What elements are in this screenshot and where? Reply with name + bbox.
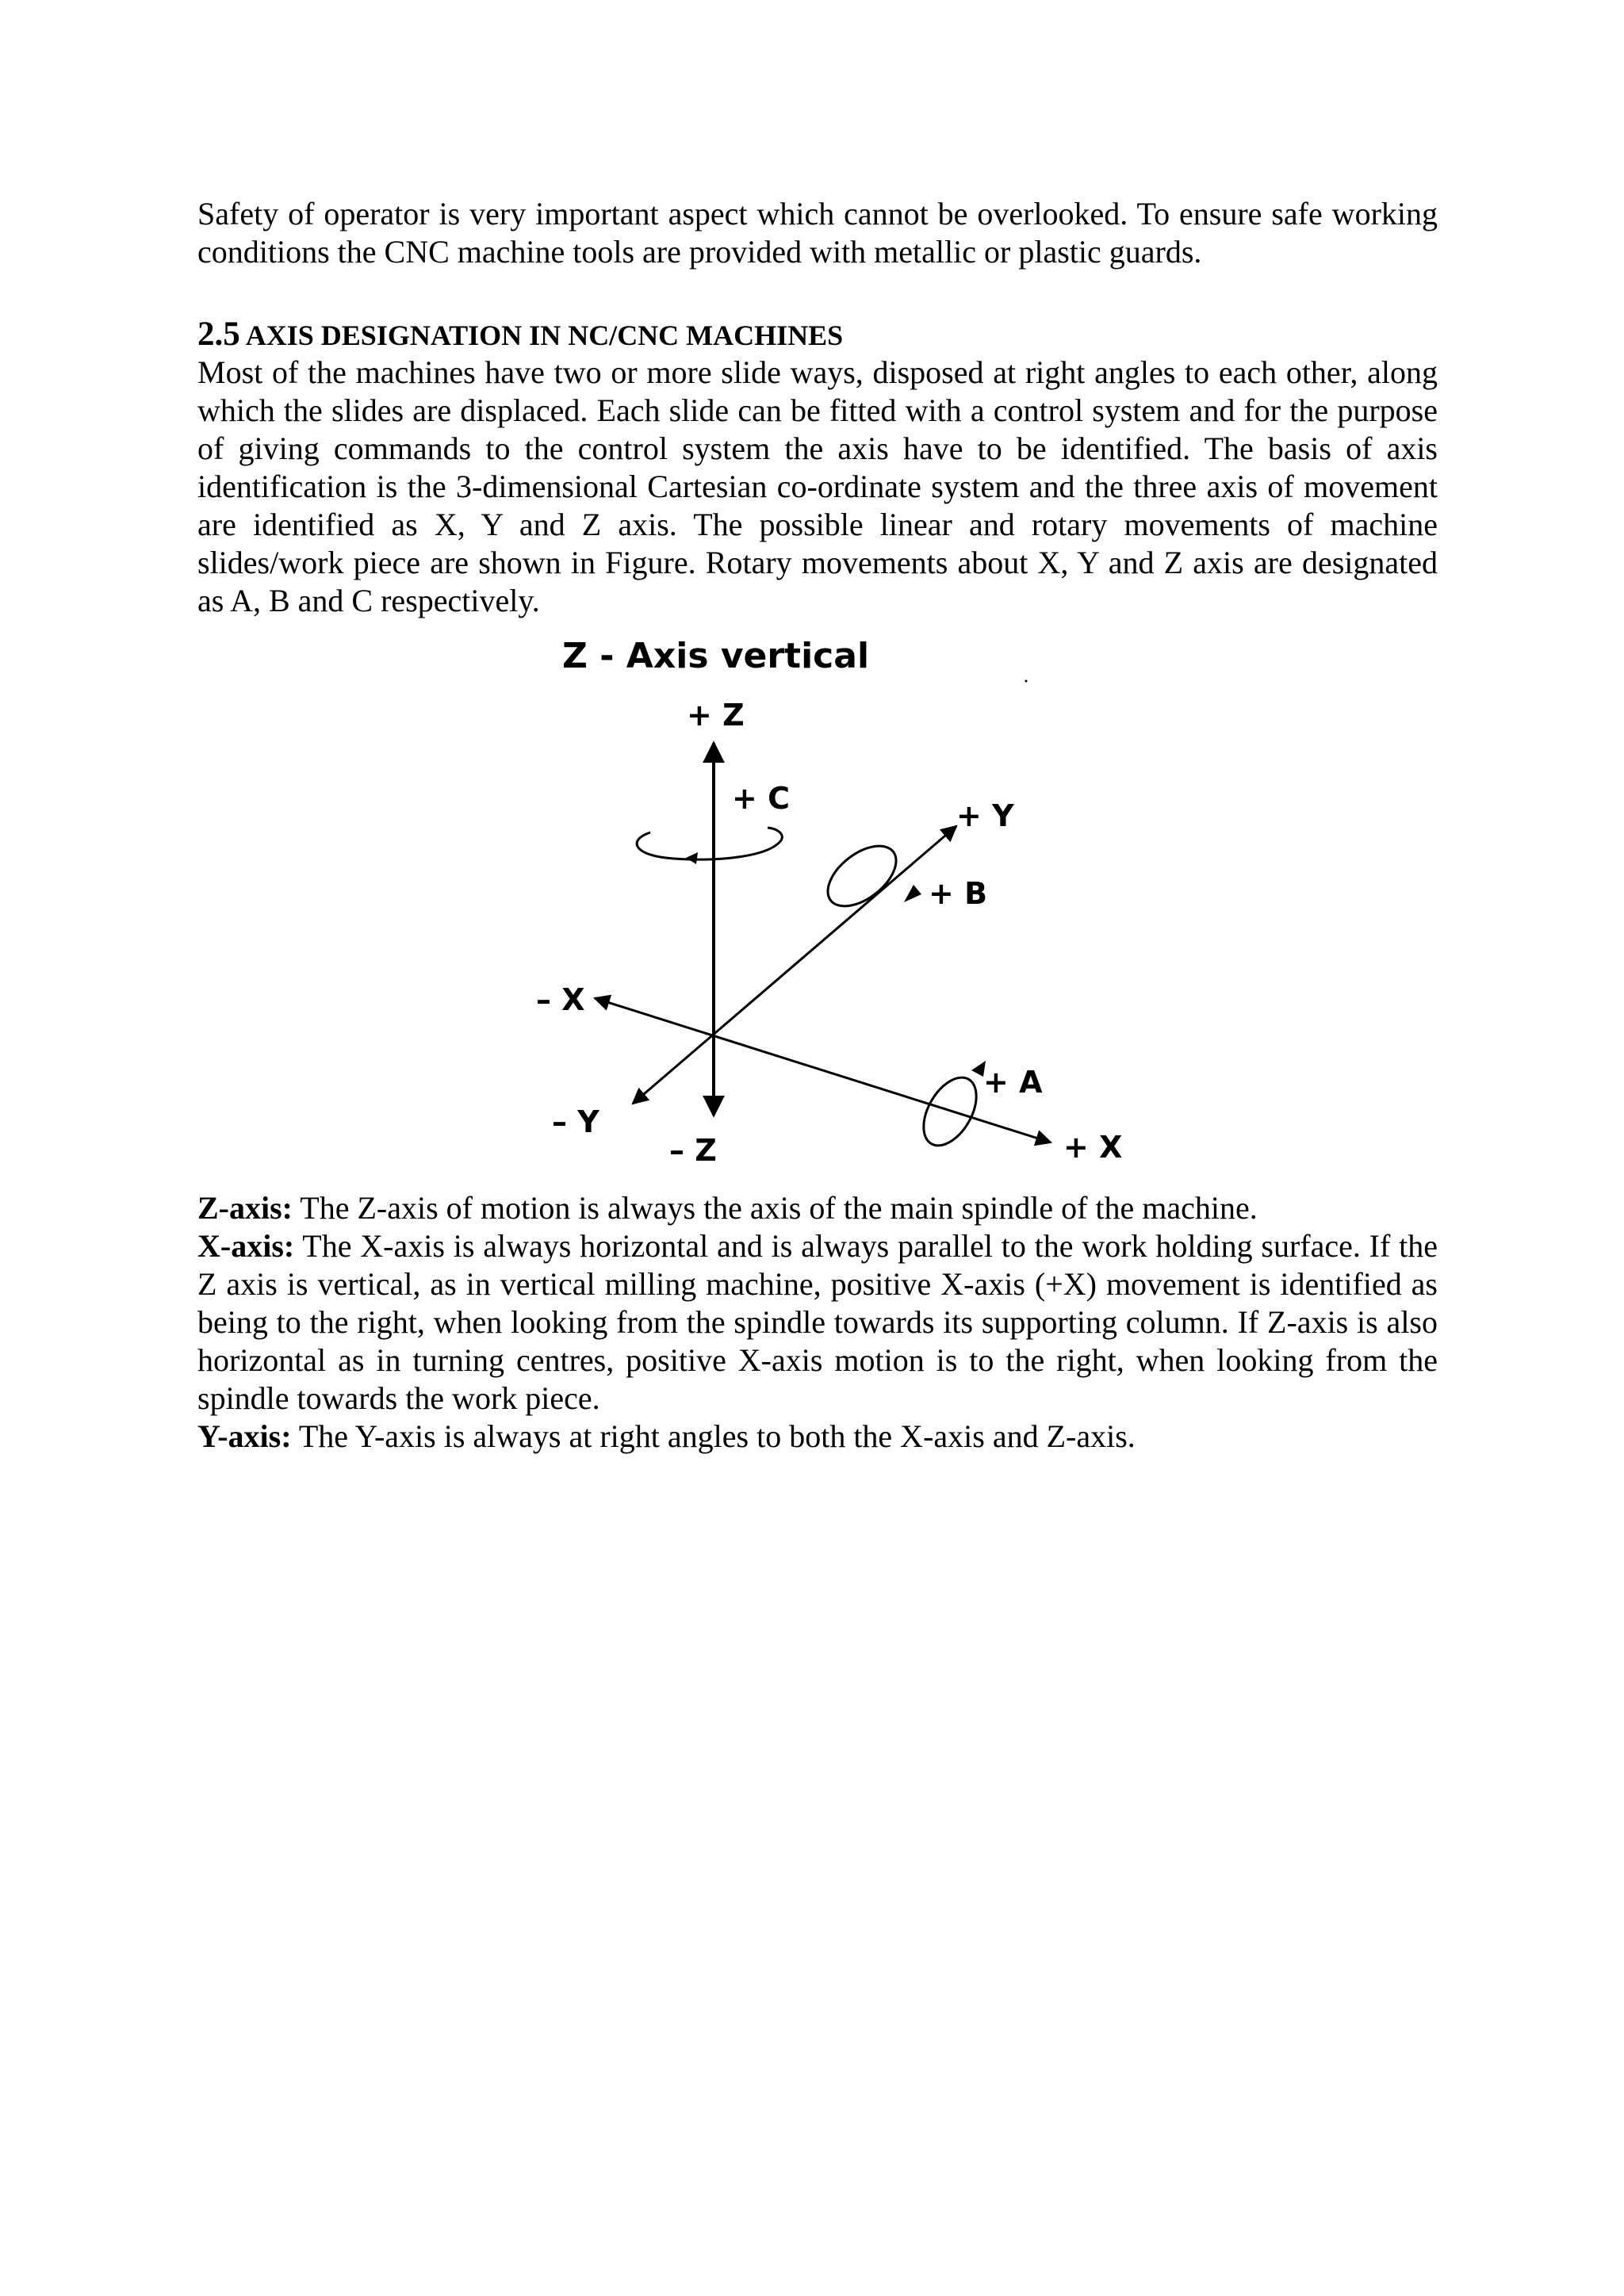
definition-text: The Z-axis of motion is always the axis of the main spindle of the machine.: [293, 1190, 1258, 1226]
section-title: AXIS DESIGNATION IN NC/CNC MACHINES: [245, 320, 844, 351]
plus-x-label: + X: [1063, 1130, 1123, 1165]
intro-paragraph: Safety of operator is very important aspect which cannot be overlooked. To ensure safe working conditions the CNC machine tools are provided with metallic or plastic guards.: [197, 196, 1438, 270]
axis-definitions: [197, 1189, 1438, 1456]
plus-a-label: + A: [983, 1065, 1043, 1100]
c-rotation-arrowhead: [686, 852, 698, 864]
plus-z-label: + Z: [687, 698, 745, 733]
plus-b-label: + B: [929, 876, 988, 911]
definition-text: The X-axis is always horizontal and is always parallel to the work holding surface. If the Z axis is vertical, as in vertical milling machine, positive X-axis (+X) movement is identified as being to the right, when looking from the spindle towards its supporting column. If Z-axis is also horizontal as in turning centres, positive X-axis motion is to the right, when looking from the spindle towards the work piece.: [197, 1228, 1438, 1416]
c-rotation-arc: [637, 828, 782, 859]
minus-y-label: – Y: [552, 1104, 599, 1139]
figure-title: Z - Axis vertical: [562, 636, 870, 676]
definition-term: Y-axis:: [197, 1418, 292, 1454]
minus-x-label: – X: [536, 982, 585, 1017]
definition-text: The Y-axis is always at right angles to both the X-axis and Z-axis.: [291, 1418, 1136, 1454]
minus-z-label: – Z: [669, 1133, 717, 1168]
plus-y-label: + Y: [956, 798, 1014, 833]
definition-term: X-axis:: [197, 1228, 295, 1264]
axis-designation-figure: [508, 626, 1158, 1181]
definition-term: Z-axis:: [197, 1190, 293, 1226]
plus-c-label: + C: [732, 781, 790, 816]
b-rotation-arrowhead: [904, 885, 921, 902]
section-heading: [197, 316, 843, 354]
scan-dot: [1025, 680, 1028, 683]
z-axis-definition: [197, 1189, 1438, 1227]
x-axis-definition: [197, 1227, 1438, 1418]
b-rotation-loop: [817, 834, 906, 918]
section-number: 2.5: [197, 316, 240, 353]
y-axis-definition: [197, 1418, 1438, 1456]
section-body: Most of the machines have two or more slide ways, disposed at right angles to each other, along which the slides are displaced. Each slide can be fitted with a control system and for the purpose of giving commands to the control system the axis have to be identified. The basis of axis identification is the 3-dimensional Cartesian co-ordinate system and the three axis of movement are identified as X, Y and Z axis. The possible linear and rotary movements of machine slides/work piece are shown in Figure. Rotary movements about X, Y and Z axis are designated as A, B and C respectively.: [197, 354, 1438, 618]
